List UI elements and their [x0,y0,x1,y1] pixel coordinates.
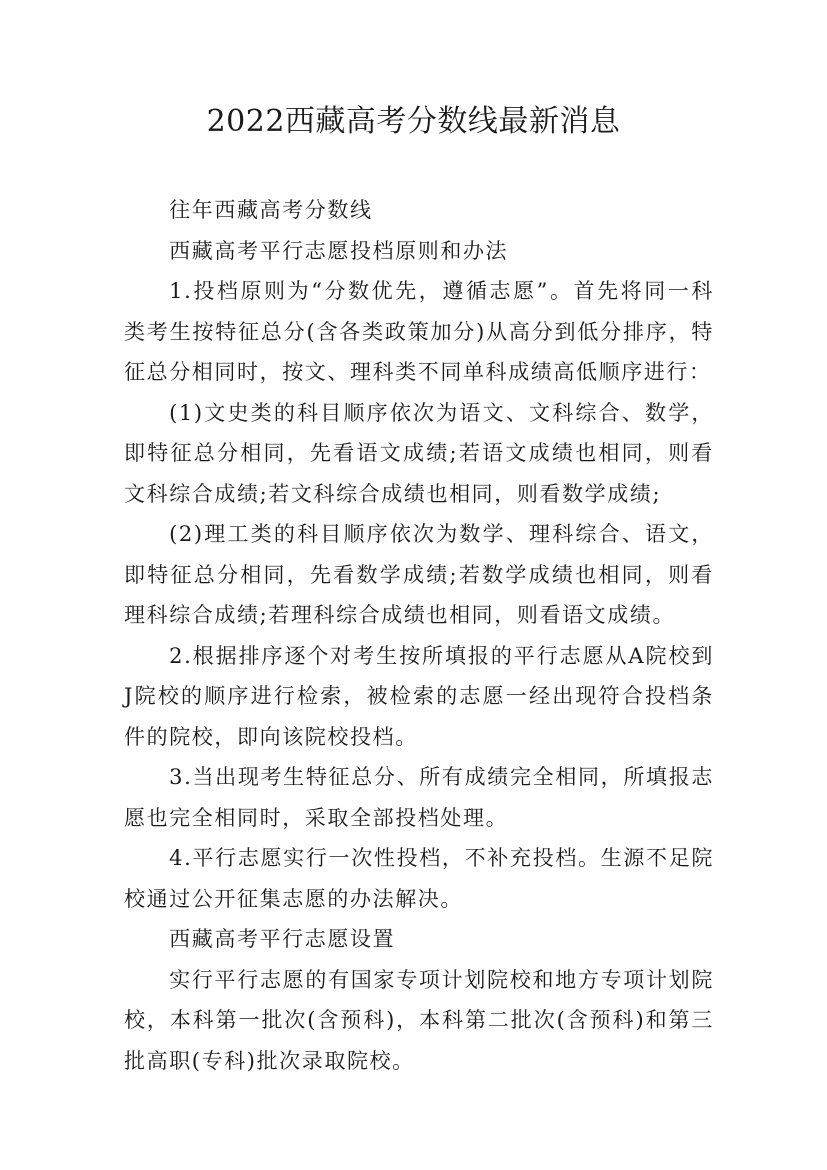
paragraph-rule-1: 1.投档原则为“分数优先，遵循志愿”。首先将同一科类考生按特征总分(含各类政策加分)从高分到低分排序，特征总分相同时，按文、理科类不同单科成绩高低顺序进行： [124,279,714,384]
paragraph-rule-1-science: (2)理工类的科目顺序依次为数学、理科综合、语文，即特征总分相同，先看数学成绩;若数学成绩也相同，则看理科综合成绩;若理科综合成绩也相同，则看语文成绩。 [124,522,714,627]
paragraph-parallel-principles-heading: 西藏高考平行志愿投档原则和办法 [169,238,509,263]
paragraph-settings-heading: 西藏高考平行志愿设置 [169,927,396,951]
paragraph-past-scores-heading: 往年西藏高考分数线 [169,198,373,222]
document-title: 2022西藏高考分数线最新消息 [206,104,621,139]
paragraph-rule-4: 4.平行志愿实行一次性投档，不补充投档。生源不足院校通过公开征集志愿的办法解决。 [124,846,714,911]
paragraph-rule-1-liberal-arts: (1)文史类的科目顺序依次为语文、文科综合、数学，即特征总分相同，先看语文成绩;若语文成绩也相同，则看文科综合成绩;若文科综合成绩也相同，则看数学成绩; [124,400,714,506]
paragraph-settings-detail: 实行平行志愿的有国家专项计划院校和地方专项计划院校，本科第一批次(含预科)，本科第二批次(含预科)和第三批高职(专科)批次录取院校。 [124,967,714,1073]
paragraph-rule-3: 3.当出现考生特征总分、所有成绩完全相同，所填报志愿也完全相同时，采取全部投档处理。 [124,765,714,830]
paragraph-rule-2: 2.根据排序逐个对考生按所填报的平行志愿从A院校到J院校的顺序进行检索，被检索的志愿一经出现符合投档条件的院校，即向该院校投档。 [124,643,714,749]
document-body [124,190,714,1081]
